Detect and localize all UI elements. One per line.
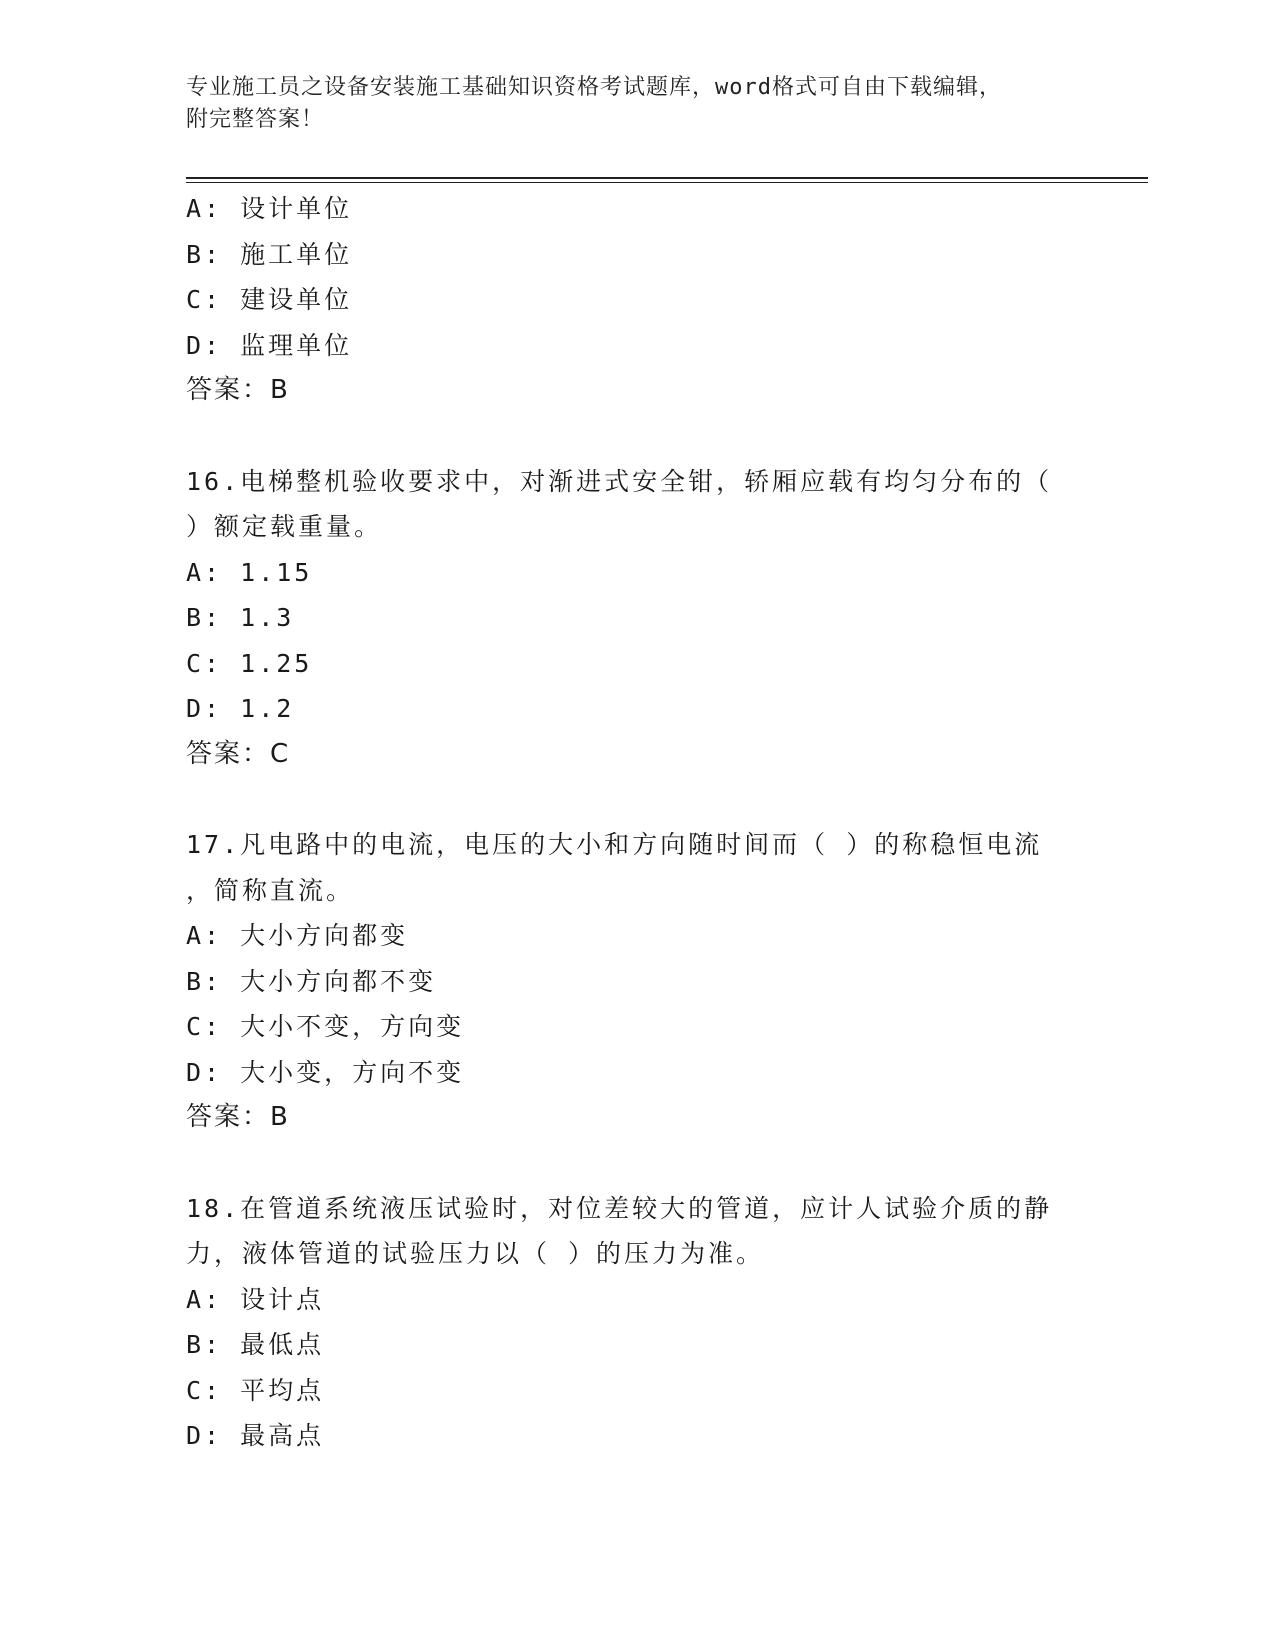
spacer <box>186 777 1086 822</box>
answer-line: 答案：C <box>186 738 291 769</box>
question-text-line-2: ，简称直流。 <box>186 875 355 905</box>
option-d: D: 监理单位 <box>186 330 353 360</box>
document-header <box>186 72 1066 136</box>
option-d: D: 大小变，方向不变 <box>186 1057 465 1087</box>
spacer <box>186 1141 1086 1186</box>
option-b: B: 最低点 <box>186 1330 325 1359</box>
option-d: D: 最高点 <box>186 1421 325 1450</box>
question-text-line-2: 力，液体管道的试验压力以（ ）的压力为准。 <box>186 1239 765 1268</box>
option-d: D: 1.2 <box>186 694 295 723</box>
option-b: B: 大小方向都不变 <box>186 966 437 996</box>
option-a: A: 设计单位 <box>186 194 353 223</box>
question-block-15 <box>186 186 1086 414</box>
answer-line: 答案：B <box>186 375 290 405</box>
option-a: A: 1.15 <box>186 557 313 587</box>
question-block-16 <box>186 459 1086 778</box>
header-divider-thin <box>186 182 1148 183</box>
option-a: A: 大小方向都变 <box>186 921 409 950</box>
option-b: B: 1.3 <box>186 603 295 632</box>
header-divider-thick <box>186 177 1148 179</box>
question-text-line-1: 17.凡电路中的电流，电压的大小和方向随时间而（ ）的称稳恒电流 <box>186 830 1043 859</box>
header-title-line-2: 附完整答案！ <box>186 107 325 132</box>
option-c: C: 平均点 <box>186 1375 325 1405</box>
question-text-line-2: ）额定载重量。 <box>186 512 383 541</box>
question-block-18 <box>186 1186 1086 1459</box>
header-title-line-1: 专业施工员之设备安装施工基础知识资格考试题库，word格式可自由下载编辑， <box>186 75 1002 100</box>
option-b: B: 施工单位 <box>186 239 353 269</box>
question-list <box>186 186 1086 1459</box>
answer-line: 答案：B <box>186 1102 290 1132</box>
spacer <box>186 414 1086 459</box>
question-text-line-1: 18.在管道系统液压试验时，对位差较大的管道，应计人试验介质的静 <box>186 1193 1053 1223</box>
question-block-17 <box>186 822 1086 1141</box>
option-c: C: 大小不变，方向变 <box>186 1012 465 1041</box>
option-c: C: 建设单位 <box>186 285 353 314</box>
option-c: C: 1.25 <box>186 648 313 678</box>
question-text-line-1: 16.电梯整机验收要求中，对渐进式安全钳，轿厢应载有均匀分布的（ <box>186 466 1053 496</box>
option-a: A: 设计点 <box>186 1284 325 1314</box>
